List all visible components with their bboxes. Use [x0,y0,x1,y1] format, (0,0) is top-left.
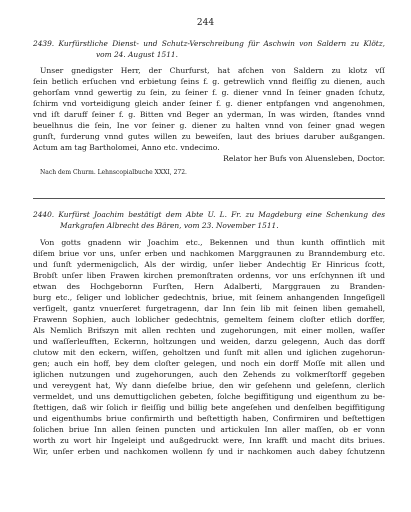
doc2-body-line: Von gotts gnadenn wir Joachim etc., Bekennen und thun kunth offintlich mit [40,238,385,247]
doc2-body-line: und eigenthumbs briue confirmirth und beſtettigth haben, Confirmiren und beſtettigen [33,414,385,423]
doc2-body-line: gen; auch ein hoff, bey dem cloſter gelegen, und noch ein dorff Moſſe mit allen und [33,359,385,368]
doc2-body-line: Frawenn Sophien, auch loblicher gedechtnis, gemeltem ſeinem cloſter etlich dorffer, [33,315,385,324]
doc2-body-line: und vereygent hat, Wy dann dieſelbe briue, den wir geſehenn und geleſenn, clerlich [33,381,385,390]
page-number: 244 [196,18,215,28]
doc1-heading-line2: vom 24. August 1511. [96,50,178,59]
doc1-signature: Relator her Bufs von Aluensleben, Doctor. [223,154,385,163]
doc2-body-line: vermeldet, und uns demuttigclichen gebeten, ſolche begiffitigung und eigenthum zu be- [33,392,385,401]
doc2-body-line: burg etc., ſeliger und loblicher gedechtnis, briue, mit ſeinem anhangenden Inngeſigell [33,293,385,302]
doc2-body-line: Brobſt unſer liben Frawen kirchen premonſtraten ordenns, vor uns erſchynnen iſt und [33,271,385,280]
doc2-body-line: etwan des Hochgebornn Furſten, Hern Adalberti, Marggrauen zu Branden- [33,282,385,291]
doc1-heading-line1: 2439. Kurfürstliche Dienst- und Schutz-Verschreibung für Aschwin von Saldern zu Klötz, [33,39,385,48]
doc1-body-line: Actum am tag Bartholomei, Anno etc. vndecimo. [33,143,220,152]
doc1-body-line: gehorſam vnnd gewertig zu ſein, zu ſeiner f. g. diener vnnd In ſeiner gnaden ſchutz, [33,88,385,97]
doc2-body-line: Als Nemlich Brifszyn mit allen rechten und zugehorungen, mit einer mollen, waſſer [33,326,385,335]
doc2-body-line: ſtettigen, daß wir ſolich ir fleiſſig und billig bete angeſehen und denſelben begiffitigung [33,403,385,412]
doc2-body-line: diſem briue vor uns, unſer erben und nachkomen Marggraunen zu Branndemburg etc. [33,249,385,258]
doc1-body-line: ſein betlich erſuchen vnd erbietung ſeins f. g. getrewlich vnnd fleiſſig zu dienen, auch [33,77,385,86]
doc1-body-line: ſchirm vnd vorteidigung gleich ander ſeiner f. g. diener entpfangen vnd angenohmen, [33,99,385,108]
doc2-heading-line1: 2440. Kurfürst Joachim bestätigt dem Abte U. L. Fr. zu Magdeburg eine Schenkung des [33,210,385,219]
doc1-body-line: Unser gnedigster Herr, der Churfurst, hat afchen von Saldern zu klotz vſſ [40,66,385,75]
section-divider [33,198,385,199]
doc2-body-line: iglichen nutzungen und zugehorungen, auch den Zehends zu volkmerſtorff gegeben [33,370,385,379]
doc2-body-line: ſolichen briue Inn allen ſeinen puncten und artickulen Inn aller maſſen, ob er vonn [33,425,385,434]
doc1-body-line: beuelhnus die ſein, Ine vor ſeiner g. diener zu halten vnnd von ſeiner gnad wegen [33,121,385,130]
doc1-source-note: Nach dem Churm. Lehnscopialbuche XXXI, 272. [40,169,187,176]
doc2-heading-line2: Markgrafen Albrecht des Bären, vom 23. November 1511. [60,221,279,230]
doc2-body-line: worth zu wort hir Ingeleipt und außgedruckt were, Inn krafft und macht dits briues. [33,436,385,445]
doc1-body-line: vnd iſt daruff ſeiner f. g. Bitten vnd Beger an yderman, In was wirden, ſtandes vnnd [33,110,385,119]
doc1-body-line: gunſt, furderung vnnd gutes willen zu beweiſen, laut des briues daruber außgangen. [33,132,385,141]
doc2-body-line: Wir, unſer erben und nachkomen wollenn ſy und ir nachkomen auch dabey ſchutzenn [33,447,385,456]
doc2-body-line: und waſſerleufften, Eckernn, holtzungen und weiden, darzu gelegenn, Auch das dorff [33,337,385,346]
doc2-body-line: und ſunſt ydermenigclich, Als der wirdig, unſer lieber Andechtig Er Hinricus ſcott, [33,260,385,269]
doc2-body-line: clutow mit den eckern, wiſſen, geholtzen und ſunſt mit allen und iglichen zugehorun- [33,348,385,357]
doc2-body-line: verſigelt, gantz vnuerſeret furgetragenn, dar Inn ſein lib mit ſeinen liben gemahell, [33,304,385,313]
